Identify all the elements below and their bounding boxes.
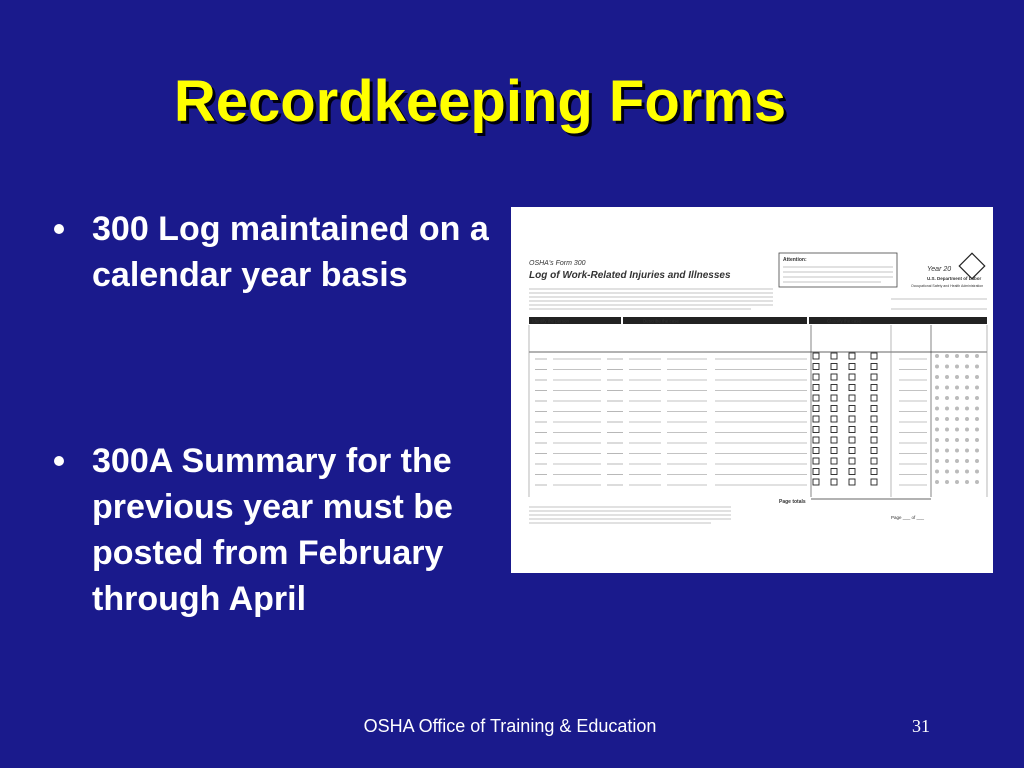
footer-text: OSHA Office of Training & Education [363, 716, 657, 736]
page-of-label: Page ___ of ___ [891, 515, 925, 520]
section-classify: Classify the case [827, 318, 862, 324]
bullet-text-2: 300A Summary for the previous year must be posted from February through April [92, 442, 453, 618]
form-title: Log of Work-Related Injuries and Illnesses [529, 270, 731, 281]
slide-title: Recordkeeping Forms [173, 69, 787, 134]
form-agency-sub: Occupational Safety and Health Administration [911, 284, 984, 288]
form-agency: U.S. Department of Labor [927, 276, 982, 281]
bullet-text-1: 300 Log maintained on a calendar year basis [92, 210, 489, 294]
page-number: 31 [912, 716, 930, 736]
form-year: Year 20 [927, 266, 952, 273]
section-describe: Describe the case [643, 318, 680, 324]
form-attention: Attention: [783, 257, 807, 263]
page-totals-label: Page totals [779, 499, 806, 505]
bullet-dot-icon [54, 224, 64, 234]
section-identify: Identify the person [532, 318, 570, 324]
footer [0, 716, 1024, 737]
osha-form-300-drawing [511, 207, 993, 573]
bullet-dot-icon [54, 456, 64, 466]
form-number: OSHA's Form 300 [529, 260, 586, 267]
osha-form-300-image [511, 207, 993, 573]
